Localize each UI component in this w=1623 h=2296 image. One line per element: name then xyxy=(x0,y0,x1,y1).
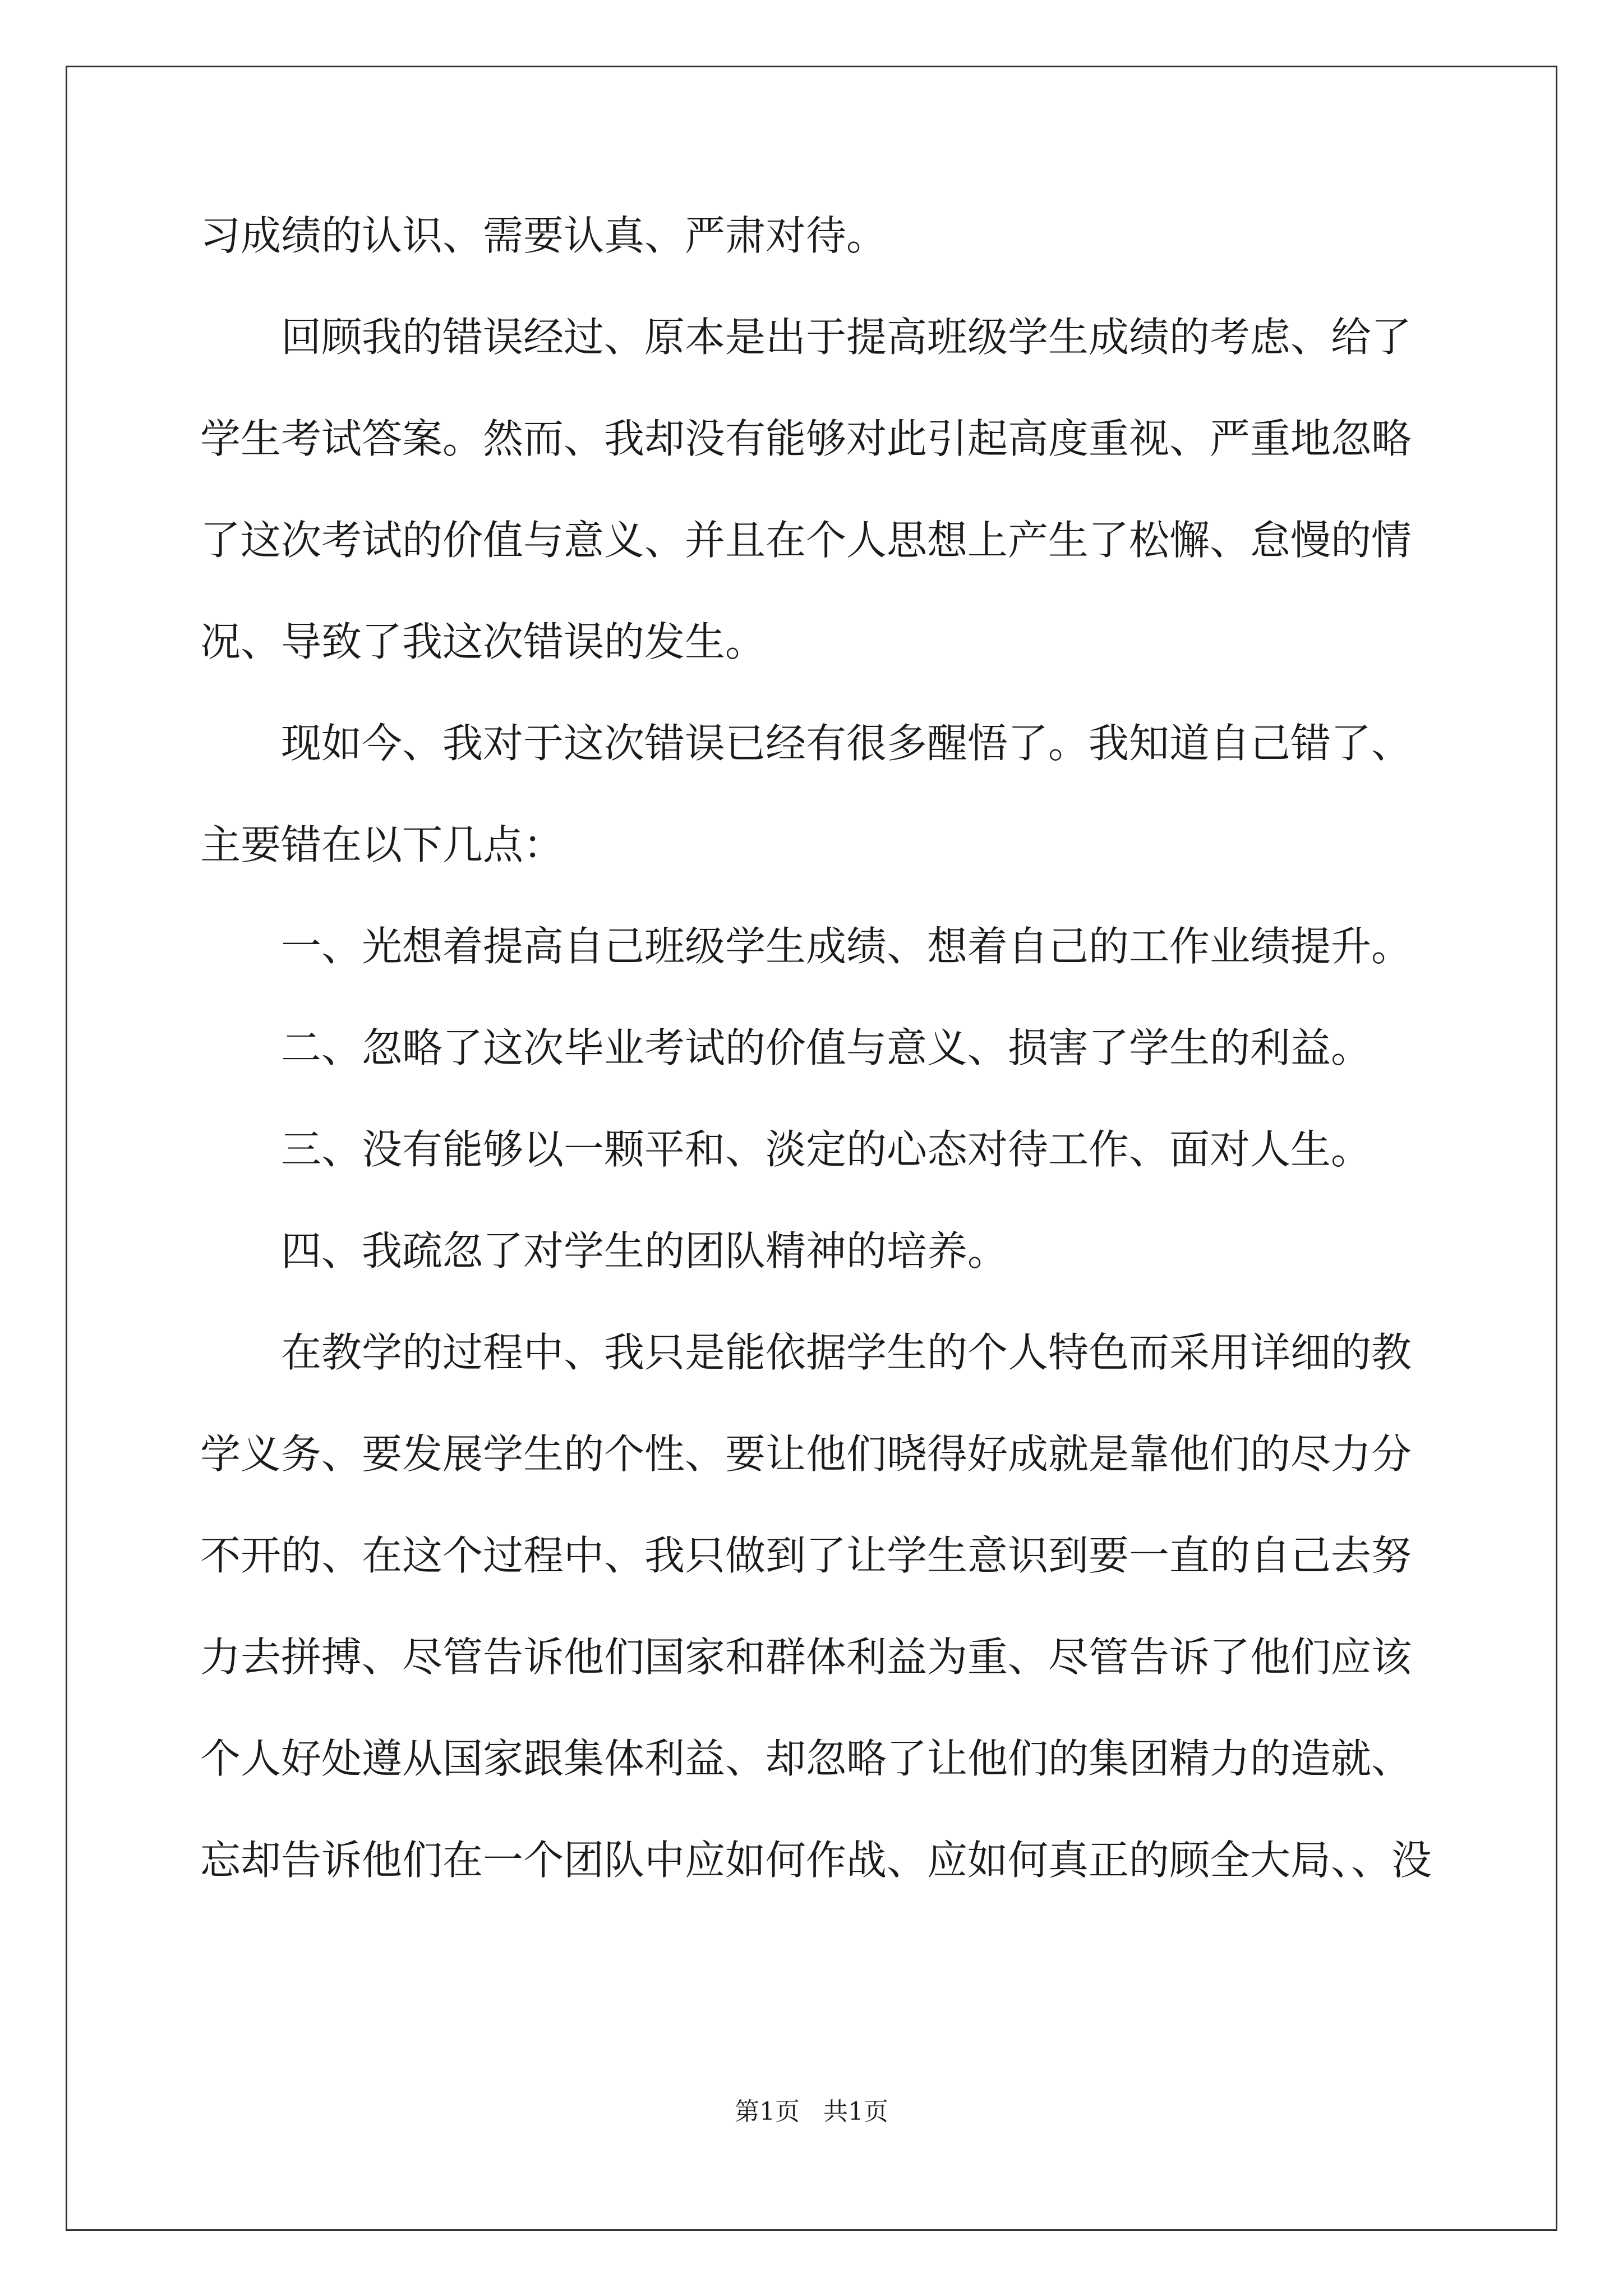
text-line: 三、没有能够以一颗平和、淡定的心态对待工作、面对人生。 xyxy=(281,1126,1372,1173)
text-line: 四、我疏忽了对学生的团队精神的培养。 xyxy=(281,1227,1008,1274)
text-line: 力去拼搏、尽管告诉他们国家和群体利益为重、尽管告诉了他们应该 xyxy=(200,1634,1412,1681)
page-footer: 第1页 共1页 xyxy=(735,2097,888,2126)
text-line: 学生考试答案。然而、我却没有能够对此引起高度重视、严重地忽略 xyxy=(200,415,1412,462)
text-line: 一、光想着提高自己班级学生成绩、想着自己的工作业绩提升。 xyxy=(281,923,1412,970)
text-line: 在教学的过程中、我只是能依据学生的个人特色而采用详细的教 xyxy=(281,1329,1412,1376)
text-line: 忘却告诉他们在一个团队中应如何作战、应如何真正的顾全大局、、没 xyxy=(200,1837,1432,1884)
text-line: 学义务、要发展学生的个性、要让他们晓得好成就是靠他们的尽力分 xyxy=(200,1430,1412,1478)
text-line: 主要错在以下几点： xyxy=(200,821,564,868)
text-line: 个人好处遵从国家跟集体利益、却忽略了让他们的集团精力的造就、 xyxy=(200,1735,1412,1782)
text-line: 回顾我的错误经过、原本是出于提高班级学生成绩的考虑、给了 xyxy=(281,314,1412,361)
text-line: 现如今、我对于这次错误已经有很多醒悟了。我知道自己错了、 xyxy=(281,720,1412,767)
text-line: 况、导致了我这次错误的发生。 xyxy=(200,618,766,665)
text-line: 不开的、在这个过程中、我只做到了让学生意识到要一直的自己去努 xyxy=(200,1532,1412,1579)
text-line: 二、忽略了这次毕业考试的价值与意义、损害了学生的利益。 xyxy=(281,1024,1372,1071)
text-line: 习成绩的认识、需要认真、严肃对待。 xyxy=(200,212,887,259)
text-line: 了这次考试的价值与意义、并且在个人思想上产生了松懈、怠慢的情 xyxy=(200,517,1412,564)
